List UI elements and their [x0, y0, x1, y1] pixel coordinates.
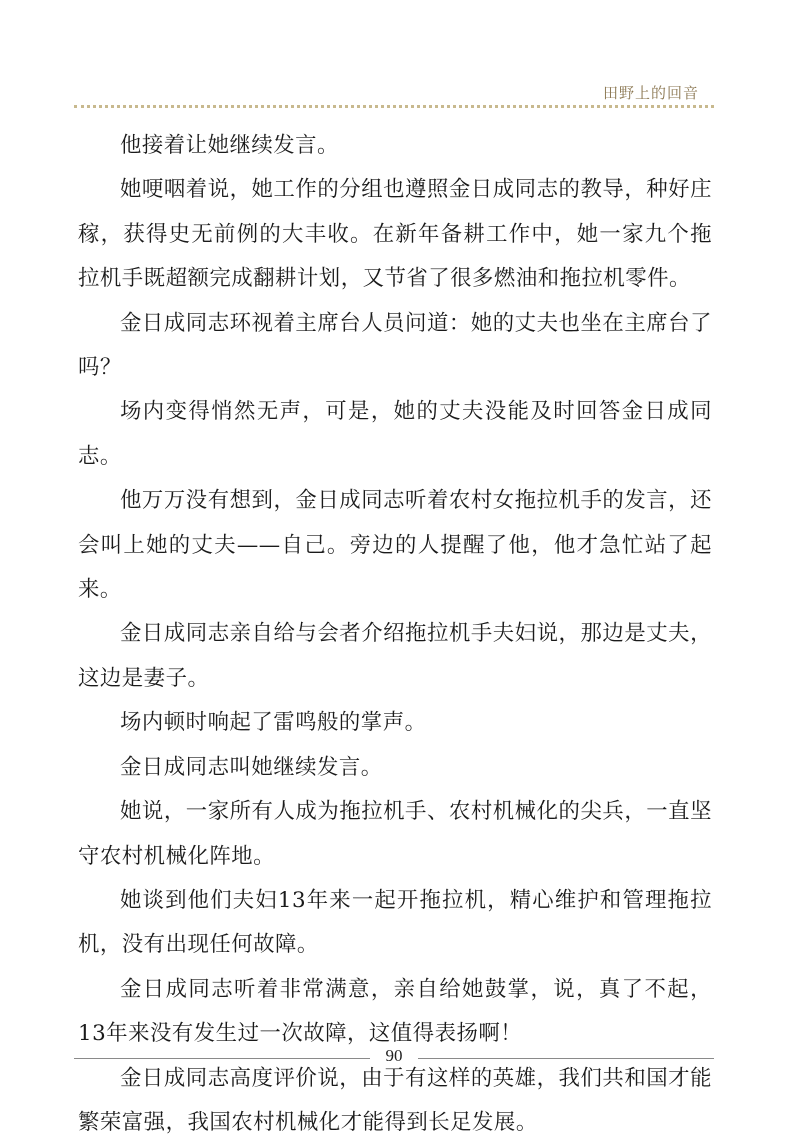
- footer-rule-left: [74, 1058, 370, 1059]
- paragraph: 金日成同志环视着主席台人员问道：她的丈夫也坐在主席台了吗？: [78, 310, 712, 381]
- paragraph: 金日成同志高度评价说，由于有这样的英雄，我们共和国才能繁荣富强，我国农村机械化才能得到长足发展。: [78, 1065, 712, 1135]
- paragraph: 金日成同志亲自给与会者介绍拖拉机手夫妇说，那边是丈夫，这边是妻子。: [78, 621, 712, 691]
- paragraph: 他万万没有想到，金日成同志听着农村女拖拉机手的发言，还会叫上她的丈夫——自己。旁边的人提醒了他，他才急忙站了起来。: [78, 488, 712, 603]
- paragraph: 场内变得悄然无声，可是，她的丈夫没能及时回答金日成同志。: [78, 399, 712, 469]
- header-dotted-rule: [74, 105, 714, 108]
- body-text: [78, 124, 712, 1145]
- paragraph: 她谈到他们夫妇13年来一起开拖拉机，精心维护和管理拖拉机，没有出现任何故障。: [78, 887, 712, 958]
- paragraph: 场内顿时响起了雷鸣般的掌声。: [120, 710, 427, 736]
- paragraph: 她说，一家所有人成为拖拉机手、农村机械化的尖兵，一直坚守农村机械化阵地。: [78, 799, 712, 869]
- paragraph: 他接着让她继续发言。: [120, 133, 339, 158]
- paragraph: 金日成同志听着非常满意，亲自给她鼓掌，说，真了不起，13年来没有发生过一次故障，这值得表扬啊！: [78, 976, 712, 1047]
- running-header-title: 田野上的回音: [602, 84, 699, 102]
- page-number: 90: [385, 1046, 403, 1065]
- paragraph: 金日成同志叫她继续发言。: [120, 754, 383, 780]
- footer-rule-right: [418, 1058, 714, 1059]
- paragraph: 她哽咽着说，她工作的分组也遵照金日成同志的教导，种好庄稼，获得史无前例的大丰收。在新年备耕工作中，她一家九个拖拉机手既超额完成翻耕计划，又节省了很多燃油和拖拉机零件。: [78, 177, 712, 292]
